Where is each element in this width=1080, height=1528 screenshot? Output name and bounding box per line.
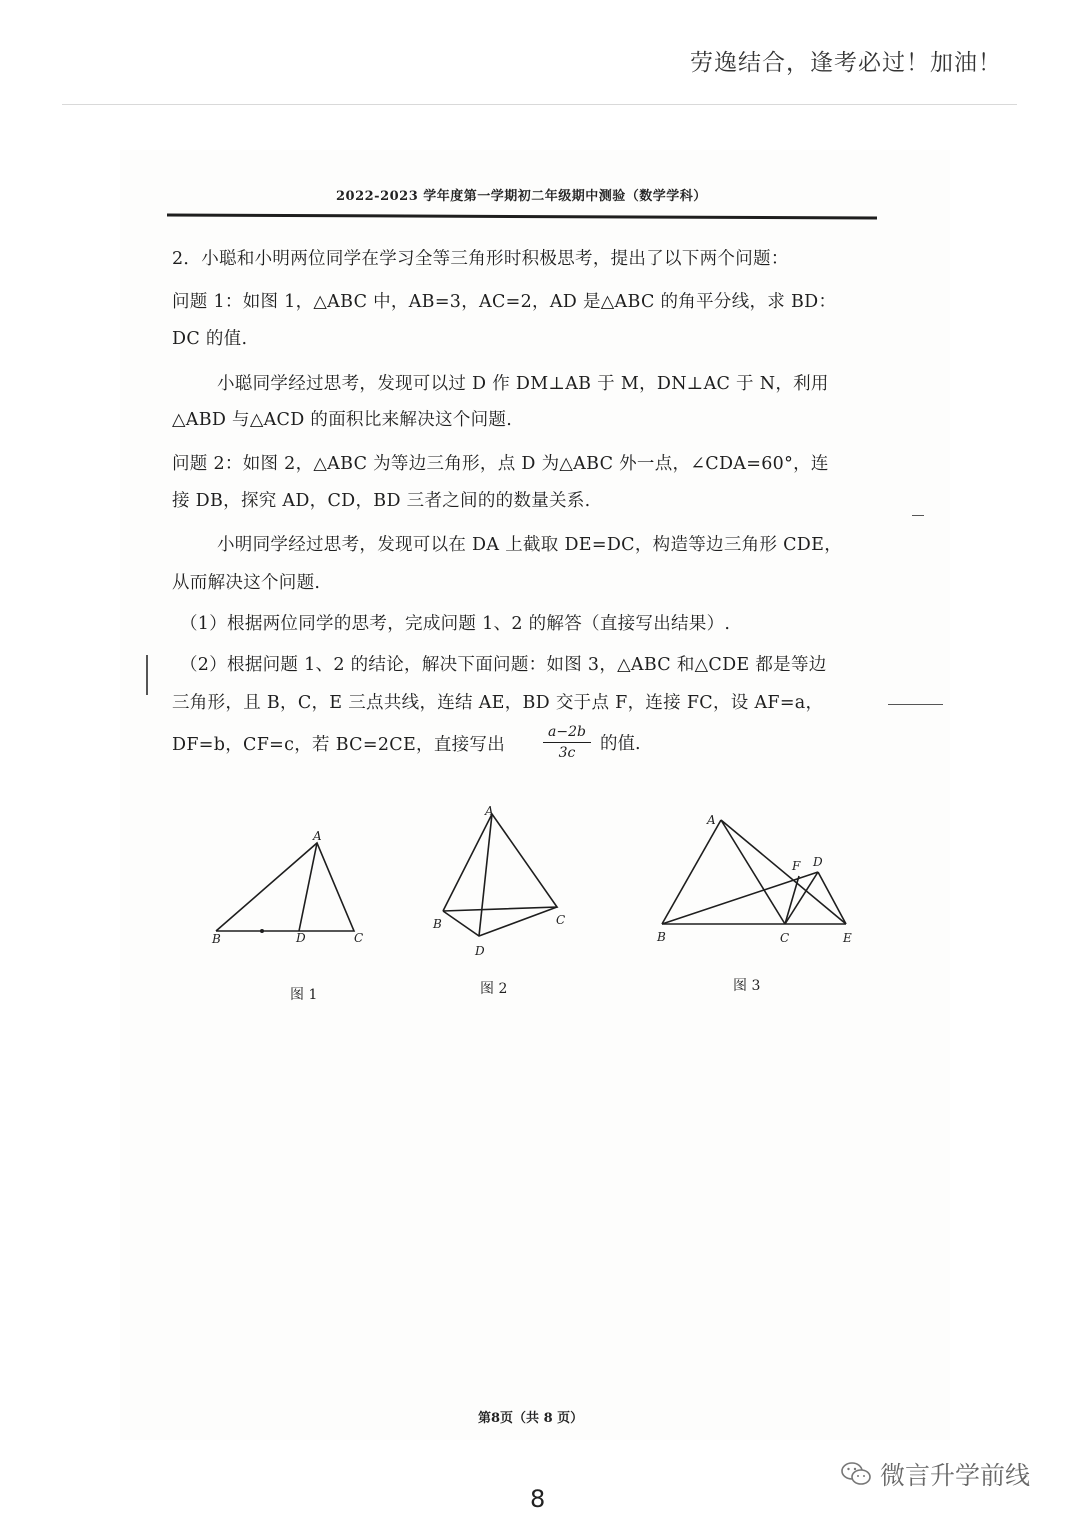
question-line-3: DC 的值. <box>172 329 248 349</box>
watermark <box>840 1456 1030 1492</box>
fig1-triangle <box>216 843 354 931</box>
scan-mark-right-1 <box>912 515 924 516</box>
fraction <box>541 723 593 762</box>
footer-pages: 第8页（共 8 页） <box>478 1411 584 1426</box>
fig3-label-d: D <box>813 855 823 869</box>
fraction-bar <box>543 742 591 743</box>
fig3-de <box>818 872 846 924</box>
question-line-13: DF=b，CF=c，若 BC=2CE，直接写出 <box>172 735 506 755</box>
fig2-ad <box>479 814 492 936</box>
fig2-label-c: C <box>556 913 566 927</box>
fraction-numerator: a−2b <box>548 724 586 740</box>
question-line-2: 问题 1：如图 1，△ABC 中，AB=3，AC=2，AD 是△ABC 的角平分线，求 BD： <box>172 292 837 312</box>
fig3-ab <box>662 820 721 924</box>
question-line-11: （2）根据问题 1、2 的结论，解决下面问题：如图 3，△ABC 和△CDE 都是等边 <box>180 655 827 675</box>
fig1-label-c: C <box>354 931 364 945</box>
scan-mark-left <box>146 655 148 695</box>
question-line-5: △ABD 与△ACD 的面积比来解决这个问题. <box>172 410 513 430</box>
fig3-ae <box>721 820 846 924</box>
fig2-caption: 图 2 <box>480 981 508 997</box>
fig3-label-a: A <box>707 813 716 827</box>
question-line-9: 从而解决这个问题. <box>172 573 321 593</box>
wechat-icon <box>840 1460 872 1488</box>
fraction-denominator: 3c <box>558 745 576 761</box>
exam-header: 2022-2023 学年度第一学期初二年级期中测验（数学学科） <box>336 189 707 204</box>
scan-mark-right-2 <box>888 704 943 705</box>
fig3-caption: 图 3 <box>733 978 761 994</box>
after-fraction-text: 的值. <box>600 734 641 754</box>
question-line-8: 小明同学经过思考，发现可以在 DA 上截取 DE=DC，构造等边三角形 CDE， <box>217 535 843 555</box>
fig2-label-a: A <box>485 804 494 818</box>
fig2-triangle <box>443 814 557 911</box>
top-divider <box>62 104 1017 105</box>
fig3-label-c: C <box>780 931 790 945</box>
question-line-10: （1）根据两位同学的思考，完成问题 1、2 的解答（直接写出结果）. <box>180 614 731 634</box>
fig3-label-b: B <box>657 930 666 944</box>
fig1-dot <box>260 929 264 933</box>
page-number: 8 <box>530 1485 546 1513</box>
fig3-bd <box>662 872 818 924</box>
fig2-lines <box>443 907 557 936</box>
question-line-1: 2．小聪和小明两位同学在学习全等三角形时积极思考，提出了以下两个问题： <box>172 249 789 269</box>
fig1-label-b: B <box>212 932 221 946</box>
geometry-figures <box>0 790 1080 1030</box>
fig3-label-e: E <box>843 931 852 945</box>
watermark-text: 微言升学前线 <box>880 1461 1031 1490</box>
question-line-7: 接 DB，探究 AD，CD，BD 三者之间的的数量关系. <box>172 491 591 511</box>
motto: 劳逸结合，逢考必过！加油！ <box>690 50 1002 76</box>
fig1-caption: 图 1 <box>290 987 318 1003</box>
fig3-cd <box>785 872 818 924</box>
fig1-label-a: A <box>313 829 322 843</box>
question-line-6: 问题 2：如图 2，△ABC 为等边三角形，点 D 为△ABC 外一点，∠CDA=60°，连 <box>172 454 829 474</box>
fig2-label-b: B <box>433 917 442 931</box>
question-line-4: 小聪同学经过思考，发现可以过 D 作 DM⊥AB 于 M，DN⊥AC 于 N，利用 <box>217 374 829 394</box>
fig3-label-f: F <box>792 859 801 873</box>
fig1-label-d: D <box>296 931 306 945</box>
fig2-label-d: D <box>475 944 485 958</box>
question-line-12: 三角形，且 B，C，E 三点共线，连结 AE，BD 交于点 F，连接 FC，设 AF=a， <box>172 693 824 713</box>
fig3-ac <box>721 820 785 924</box>
fig3-fc <box>785 876 799 924</box>
